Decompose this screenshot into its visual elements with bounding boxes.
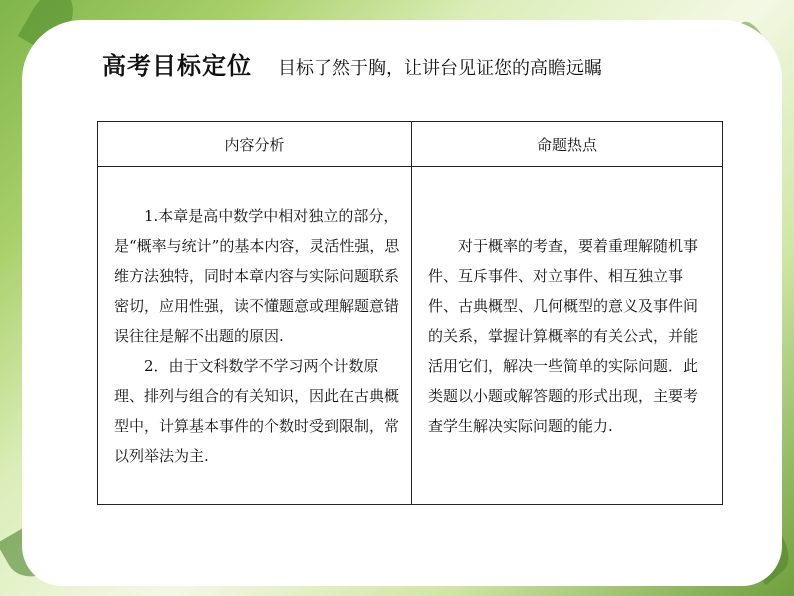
content-table <box>97 121 723 505</box>
column-header-content-analysis: 内容分析 <box>98 122 412 167</box>
paragraph: 对于概率的考查，要着重理解随机事件、互斥事件、对立事件、相互独立事件、古典概型、几何概型的意义及事件间的关系，掌握计算概率的有关公式，并能活用它们，解决一些简单的实际问题．此类题以小题或解答题的形式出现，主要考查学生解决实际问题的能力. <box>428 236 699 435</box>
header <box>102 46 602 81</box>
paragraph: 1.本章是高中数学中相对独立的部分，是“概率与统计”的基本内容，灵活性强，思维方法独特，同时本章内容与实际问题联系密切，应用性强，读不懂题意或理解题意错误往往是解不出题的原因. <box>114 206 400 345</box>
paragraph: 2．由于文科数学不学习两个计数原理、排列与组合的有关知识，因此在古典概型中，计算基本事件的个数时受到限制，常以列举法为主. <box>114 356 400 465</box>
exam-hotspots-cell <box>412 167 723 505</box>
column-header-exam-hotspots: 命题热点 <box>412 122 723 167</box>
table-row <box>98 167 723 505</box>
page-title: 高考目标定位 <box>102 52 252 80</box>
page-subtitle: 目标了然于胸，让讲台见证您的高瞻远瞩 <box>278 58 602 79</box>
table-header-row <box>98 122 723 167</box>
content-analysis-cell <box>98 167 412 505</box>
slide-card <box>22 20 782 586</box>
